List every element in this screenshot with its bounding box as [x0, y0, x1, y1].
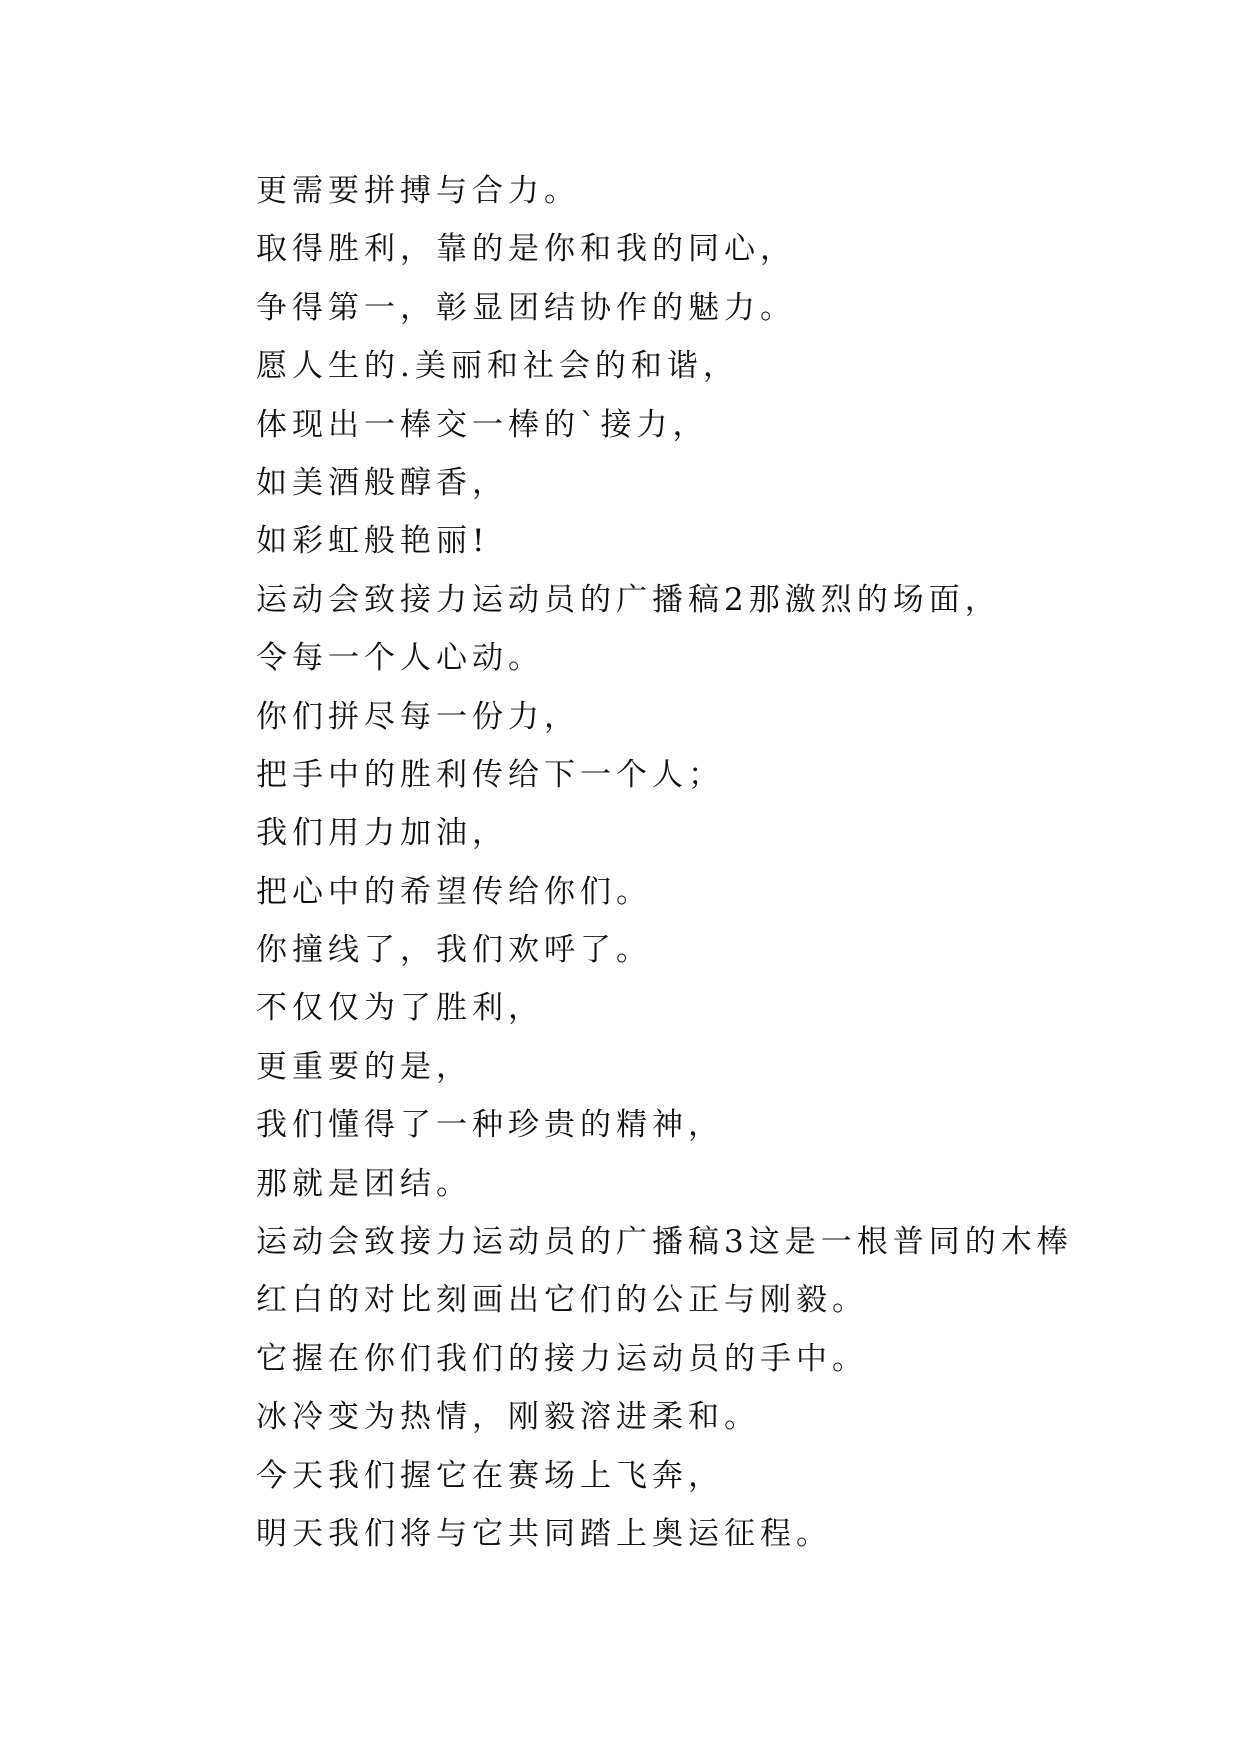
text-line: 更需要拼搏与合力。 — [256, 173, 580, 209]
text-line: 把手中的胜利传给下一个人； — [256, 756, 724, 793]
text-line: 更重要的是， — [256, 1048, 472, 1085]
text-line: 你们拼尽每一份力， — [256, 698, 580, 735]
text-line: 它握在你们我们的接力运动员的手中。 — [256, 1340, 868, 1377]
text-line: 体现出一棒交一棒的`接力， — [256, 406, 709, 443]
text-line: 那就是团结。 — [256, 1165, 472, 1202]
text-line: 冰冷变为热情，刚毅溶进柔和。 — [256, 1399, 760, 1436]
text-line: 明天我们将与它共同踏上奥运征程。 — [256, 1515, 832, 1552]
text-line: 争得第一，彰显团结协作的魅力。 — [256, 289, 796, 326]
text-line: 今天我们握它在赛场上飞奔， — [256, 1457, 724, 1494]
text-line: 愿人生的.美丽和社会的和谐， — [256, 348, 739, 385]
text-line: 如彩虹般艳丽! — [256, 523, 490, 560]
text-line: 你撞线了，我们欢呼了。 — [256, 932, 652, 969]
text-line: 取得胜利，靠的是你和我的同心， — [256, 231, 796, 268]
text-line: 不仅仅为了胜利， — [256, 990, 544, 1027]
text-line: 把心中的希望传给你们。 — [256, 873, 652, 910]
text-line: 令每一个人心动。 — [256, 640, 544, 677]
text-line: 我们懂得了一种珍贵的精神， — [256, 1107, 724, 1144]
text-line: 我们用力加油， — [256, 815, 508, 852]
document-body — [256, 162, 1156, 1563]
text-line: 运动会致接力运动员的广播稿2那激烈的场面， — [256, 581, 1001, 618]
text-line: 红白的对比刻画出它们的公正与刚毅。 — [256, 1282, 868, 1319]
text-line: 运动会致接力运动员的广播稿3这是一根普同的木棒 — [256, 1224, 1073, 1261]
text-line: 如美酒般醇香， — [256, 464, 508, 501]
